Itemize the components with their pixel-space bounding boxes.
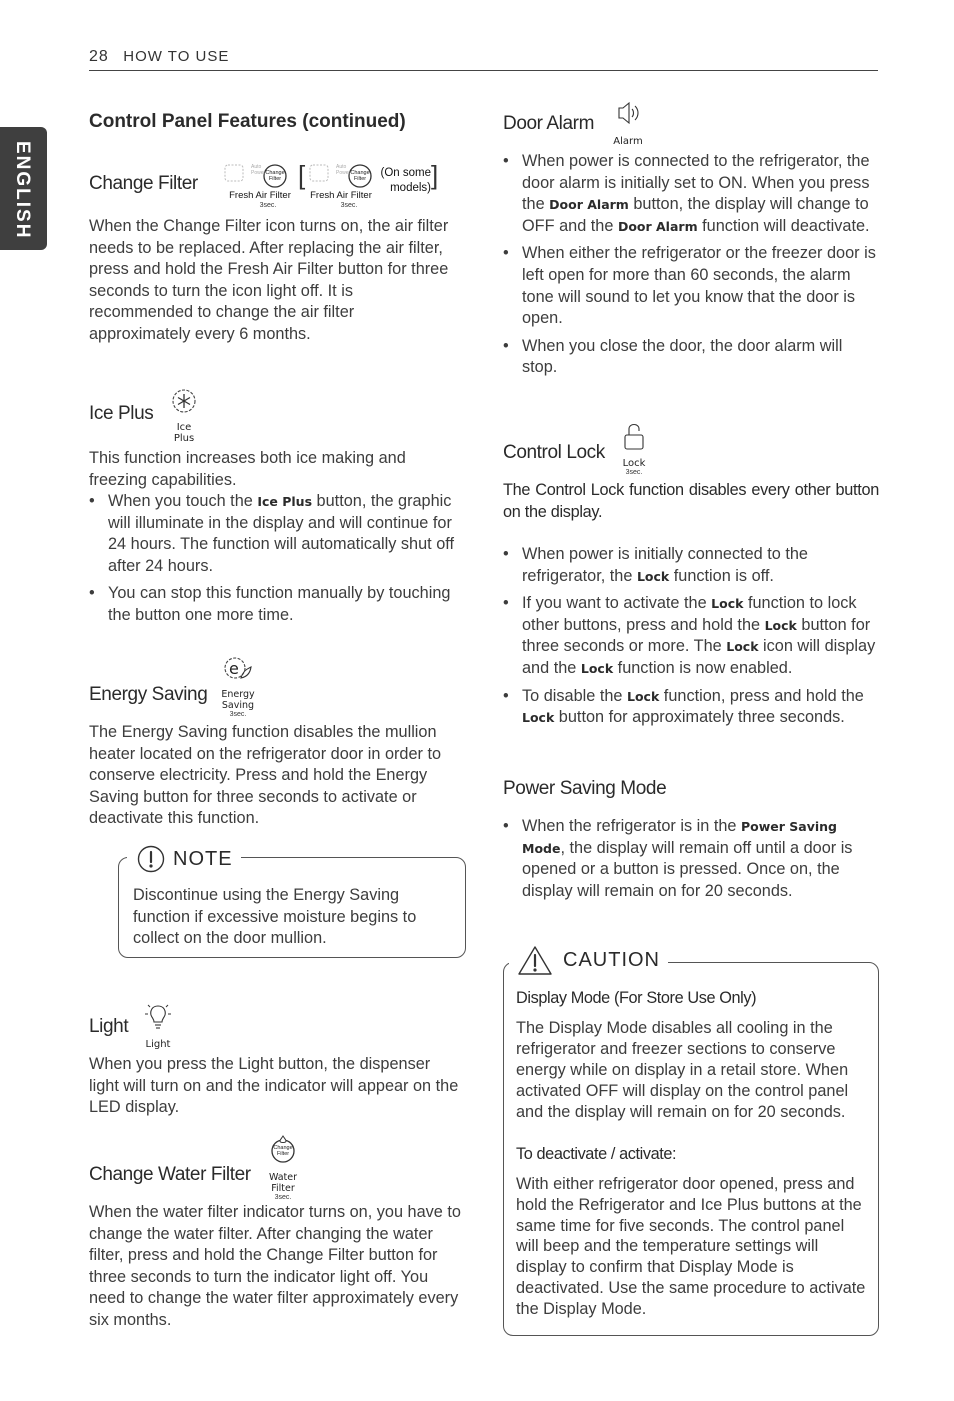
note-label: NOTE <box>173 847 233 870</box>
list-item: • When you touch the Ice Plus button, the graphic will illuminate in the display and will continue for 24 hours. The function will automatically shut off after 24 hours. <box>89 491 467 577</box>
list-item: • When either the refrigerator or the freezer door is left open for more than 60 seconds, the alarm tone will sound to let you know that the door is open. <box>503 243 879 329</box>
lock-icon <box>619 421 649 453</box>
ice-plus-intro: This function increases both ice making and freezing capabilities. <box>89 449 406 489</box>
power-saving-title: Power Saving Mode <box>503 778 667 799</box>
change-filter-title: Change Filter <box>89 173 198 194</box>
display-mode-body: The Display Mode disables all cooling in the refrigerator and freezer sections to conserve energy while on display in a retail store. When activated OFF will display on the control panel and the display will remain on for 20 seconds. <box>516 1019 849 1121</box>
light-bulb-icon <box>143 1002 173 1032</box>
language-tab-label: ENGLISH <box>12 141 33 240</box>
change-water-filter-title: Change Water Filter <box>89 1164 251 1185</box>
change-filter-badge: Change Filter <box>273 1145 293 1157</box>
caution-tag <box>509 944 668 976</box>
door-alarm-list <box>503 151 879 385</box>
warning-triangle-icon <box>517 944 553 976</box>
list-item: • When you close the door, the door alarm will stop. <box>503 336 879 379</box>
change-water-filter-body: When the water filter indicator turns on, you have to change the water filter. After changing the water filter, press and hold the Change Filter button for three seconds to turn the indicator light off. You need to change the water filter approximately every six months. <box>89 1203 461 1329</box>
hold-time-label: 3sec. <box>625 469 643 476</box>
page-header <box>89 48 878 71</box>
list-item: • When power is initially connected to the refrigerator, the Lock function is off. <box>503 544 879 587</box>
energy-saving-icon-caption-1: Energy <box>221 689 255 700</box>
deactivate-heading: To deactivate / activate: <box>516 1145 677 1163</box>
power-saving-list <box>503 816 879 908</box>
change-filter-body: When the Change Filter icon turns on, the air filter needs to be replaced. After replacing the air filter, press and hold the Fresh Air Filter button for three seconds to turn the icon light off. It is recommended to change the air filter approximately every 6 months. <box>89 217 449 343</box>
hold-time-label: 3sec. <box>340 202 358 209</box>
change-filter-badge: Change Filter <box>350 170 370 182</box>
models-note-line: (On some <box>380 167 431 179</box>
note-tag <box>127 844 241 874</box>
bracket-open-icon: [ <box>298 160 306 190</box>
list-item: • You can stop this function manually by touching the button one more time. <box>89 583 467 626</box>
ice-plus-icon-caption-2: Plus <box>173 433 195 444</box>
eco-leaf-icon <box>219 654 257 684</box>
light-icon-caption: Light <box>145 1039 171 1050</box>
snowflake-icon <box>169 386 199 416</box>
fresh-air-filter-icon <box>223 160 293 209</box>
list-item: • When power is connected to the refrigerator, the door alarm is initially set to ON. When you press the Door Alarm button, the display will change to OFF and the Door Alarm function will deactivate. <box>503 151 879 237</box>
power-saving-mode-label: Power Saving Mode <box>522 819 838 856</box>
icon-top-line: Power <box>336 170 351 176</box>
lock-button-label: Lock <box>636 568 670 584</box>
energy-saving-title: Energy Saving <box>89 684 208 705</box>
door-alarm-button-label: Door Alarm <box>549 197 629 213</box>
hold-time-label: 3sec. <box>229 711 247 718</box>
fresh-air-filter-icon-alt <box>308 160 378 209</box>
control-lock-intro: The Control Lock function disables every other button on the display. <box>503 481 879 521</box>
fresh-air-filter-caption: Fresh Air Filter <box>310 190 372 201</box>
door-alarm-title: Door Alarm <box>503 113 595 134</box>
energy-saving-icon-caption-2: Saving <box>221 700 255 711</box>
water-filter-icon-caption-1: Water <box>268 1172 298 1183</box>
control-lock-title: Control Lock <box>503 442 605 463</box>
ice-plus-title: Ice Plus <box>89 403 154 424</box>
list-item: • To disable the Lock function, press and hold the Lock button for approximately three seconds. <box>503 686 879 729</box>
water-filter-icon-caption-2: Filter <box>271 1183 295 1194</box>
page-number: 28 <box>89 48 109 65</box>
caution-label: CAUTION <box>563 948 660 971</box>
control-lock-icon-group <box>619 421 649 476</box>
control-lock-icon-caption: Lock <box>622 458 646 469</box>
ice-plus-button-label: Ice Plus <box>257 494 313 509</box>
change-filter-badge: Change Filter <box>265 170 285 182</box>
icon-top-line: Auto <box>336 164 347 170</box>
exclamation-circle-icon <box>135 844 167 874</box>
lock-button-label: Lock <box>726 639 759 655</box>
water-filter-icon-group <box>267 1135 299 1201</box>
hold-time-label: 3sec. <box>274 1194 292 1201</box>
lock-button-label: Lock <box>627 688 660 704</box>
door-alarm-button-label: Door Alarm <box>617 218 698 234</box>
ice-plus-icon-caption-1: Ice <box>176 422 192 433</box>
main-heading: Control Panel Features (continued) <box>89 111 406 132</box>
change-filter-icons <box>223 160 439 212</box>
ice-plus-list <box>89 491 467 633</box>
lock-button-label: Lock <box>764 617 797 633</box>
door-alarm-icon-group <box>611 98 645 147</box>
list-item: • When the refrigerator is in the Power Saving Mode, the display will remain off until a door is opened or a button is pressed. Once on, the display will remain on for 20 seconds. <box>503 816 879 902</box>
deactivate-body: With either refrigerator door opened, press and hold the Refrigerator and Ice Plus buttons at the same time for five seconds. The control panel will beep and the temperature settings will display to confirm that Display Mode is deactivated. Use the same procedure to activate the Display Mode. <box>516 1175 866 1318</box>
svg-text:e: e <box>229 659 239 678</box>
section-name: HOW TO USE <box>123 48 230 65</box>
lock-button-label: Lock <box>522 710 555 726</box>
energy-saving-body: The Energy Saving function disables the mullion heater located on the refrigerator door in order to conserve electricity. Press and hold the Energy Saving button for three seconds to activate or deactivate this function. <box>89 723 442 828</box>
note-body: Discontinue using the Energy Saving function if excessive moisture begins to collect on the door mullion. <box>133 886 417 948</box>
ice-plus-icon-group <box>169 386 199 444</box>
hold-time-label: 3sec. <box>259 202 277 209</box>
door-alarm-icon-caption: Alarm <box>613 136 643 147</box>
lock-button-label: Lock <box>711 596 744 612</box>
models-note-line: models) <box>390 182 431 194</box>
icon-top-line: Power <box>251 170 266 176</box>
language-tab <box>0 127 47 250</box>
icon-top-line: Auto <box>251 164 262 170</box>
bracket-close-icon: ] <box>431 160 439 190</box>
display-mode-heading: Display Mode (For Store Use Only) <box>516 989 757 1007</box>
light-body: When you press the Light button, the dispenser light will turn on and the indicator will appear on the LED display. <box>89 1055 459 1117</box>
lock-button-label: Lock <box>580 660 614 676</box>
light-title: Light <box>89 1016 129 1037</box>
speaker-icon <box>611 98 645 128</box>
energy-saving-icon-group <box>219 654 257 718</box>
list-item: • If you want to activate the Lock function to lock other buttons, press and hold the Lock button for three seconds or more. The Lock icon will display and the Lock function is now enabled. <box>503 593 879 679</box>
light-icon-group <box>143 1002 173 1050</box>
models-note <box>375 166 431 196</box>
fresh-air-filter-caption: Fresh Air Filter <box>229 190 291 201</box>
control-lock-list <box>503 544 879 735</box>
